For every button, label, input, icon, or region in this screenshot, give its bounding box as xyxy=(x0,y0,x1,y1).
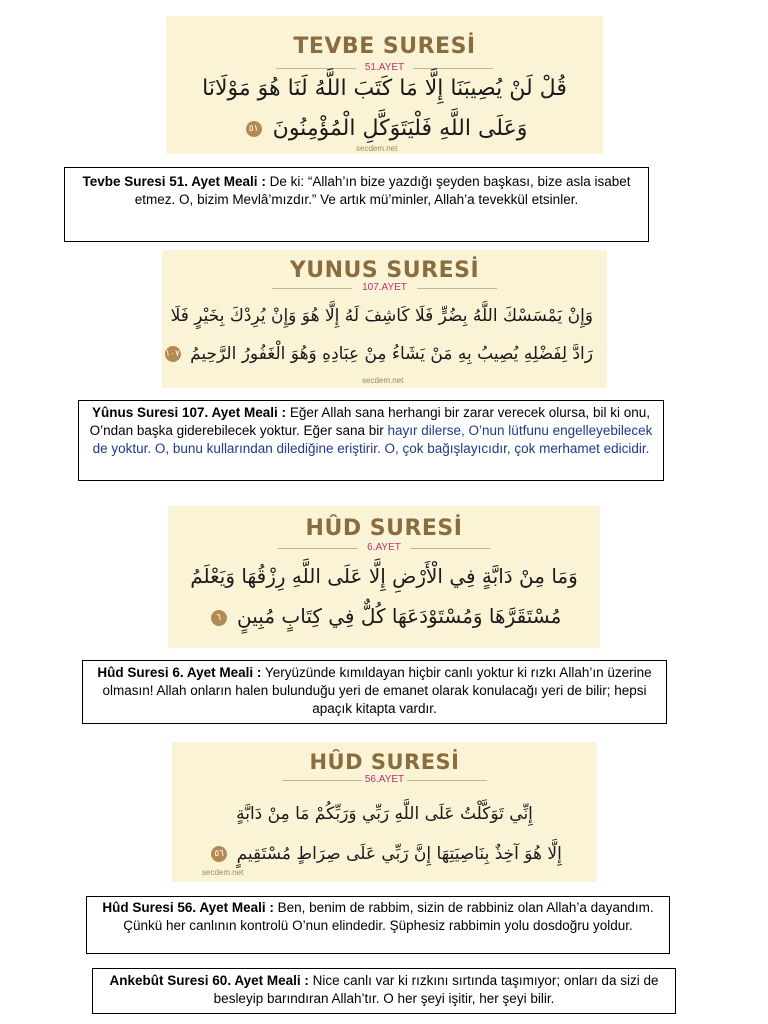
meal-text: Eğer Allah sana herhangi bir zarar verecek olursa, bil ki onu, O’ndan başka giderebilecek yoktur. Eğer sana bir xyxy=(89,405,651,438)
card-subtitle: 56.AYET xyxy=(364,774,405,785)
meal-text: De ki: “Allah’ın bize yazdığı şeyden başkası, bize asla isabet etmez. O, bizim Mevlâ’mızdır.” Ve artık mü’minler, Allah’a tevekkül etsinler. xyxy=(134,174,631,207)
meal-text: Yeryüzünde kımıldayan hiçbir canlı yoktur ki rızkı Allah’ın üzerine olmasın! Allah onların halen bulunduğu yeri de emanet olarak konulacağı yeri de bilir; hepsi apaçık kitapta vardır. xyxy=(102,665,652,716)
meal-box-hud-6 xyxy=(82,660,667,724)
meal-label: Yûnus Suresi 107. Ayet Meali : xyxy=(91,405,287,420)
verse-number-icon: ٦ xyxy=(211,610,227,626)
card-subtitle: 51.AYET xyxy=(364,62,405,73)
verse-number-icon: ٥٦ xyxy=(211,846,227,862)
meal-label: Hûd Suresi 56. Ayet Meali : xyxy=(102,900,274,915)
card-title: TEVBE SURESİ xyxy=(293,34,476,59)
meal-text: Ben, benim de rabbim, sizin de rabbiniz olan Allah’a dayandım. Çünkü her canlının kontrolü O’nun elindedir. Şüphesiz rabbimin yolu dosdoğru yoldur. xyxy=(123,900,654,933)
meal-box-tevbe-51 xyxy=(64,167,649,242)
card-subtitle: 107.AYET xyxy=(362,282,407,293)
arabic-line-2 xyxy=(186,844,583,864)
meal-box-hud-56 xyxy=(86,896,670,954)
verse-card-tevbe-51 xyxy=(166,16,603,154)
arabic-line: وَإِنْ يَمْسَسْكَ اللَّهُ بِضُرٍّ فَلَا كَاشِفَ لَهُ إِلَّا هُوَ وَإِنْ يُرِدْكَ بِخَيْرٍ فَلَا xyxy=(170,306,593,326)
verse-card-hud-56 xyxy=(172,742,597,882)
arabic-line-2 xyxy=(165,344,593,364)
card-subtitle: 6.AYET xyxy=(367,542,401,553)
arabic-line: إِنِّي تَوَكَّلْتُ عَلَى اللَّهِ رَبِّي وَرَبِّكُمْ مَا مِنْ دَابَّةٍ xyxy=(236,804,533,824)
meal-label: Tevbe Suresi 51. Ayet Meali : xyxy=(82,174,266,189)
meal-label: Ankebût Suresi 60. Ayet Meali : xyxy=(109,973,309,988)
arabic-text: مُسْتَقَرَّهَا وَمُسْتَوْدَعَهَا كُلٌّ فِي كِتَابٍ مُبِينٍ xyxy=(237,604,562,628)
arabic-text: وَعَلَى اللَّهِ فَلْيَتَوَكَّلِ الْمُؤْمِنُونَ xyxy=(272,116,528,141)
meal-label: Hûd Suresi 6. Ayet Meali : xyxy=(97,665,262,680)
card-title: HÛD SURESİ xyxy=(305,516,463,541)
verse-card-hud-6 xyxy=(168,506,600,648)
arabic-text: إِلَّا هُوَ آخِذٌ بِنَاصِيَتِهَا إِنَّ رَبِّي عَلَى صِرَاطٍ مُسْتَقِيمٍ xyxy=(236,844,562,864)
meal-text: Nice canlı var ki rızkını sırtında taşımıyor; onları da sizi de besleyip barındıran Allah’tır. O her şeyi işitir, her şeyi bilir. xyxy=(213,973,659,1006)
meal-text-highlight: hayır dilerse, O’nun lütfunu engelleyebilecek de yoktur. O, bunu kullarından dilediğine eriştirir. O, çok bağışlayıcıdır, çok merhamet edicidir. xyxy=(92,423,653,456)
arabic-line-2 xyxy=(180,116,589,141)
arabic-line: وَمَا مِنْ دَابَّةٍ فِي الْأَرْضِ إِلَّا عَلَى اللَّهِ رِزْقُهَا وَيَعْلَمُ xyxy=(190,564,578,588)
arabic-line-2 xyxy=(182,604,586,628)
verse-number-icon: ١٠٧ xyxy=(165,346,181,362)
card-title: HÛD SURESİ xyxy=(309,750,460,774)
card-title: YUNUS SURESİ xyxy=(289,258,480,283)
meal-box-ankebut-60 xyxy=(92,968,676,1014)
verse-number-icon: ٥١ xyxy=(246,121,262,137)
watermark: secdem.net xyxy=(362,376,404,385)
meal-box-yunus-107 xyxy=(78,400,664,481)
watermark: secdem.net xyxy=(202,868,244,877)
verse-card-yunus-107 xyxy=(162,250,607,388)
arabic-line: قُلْ لَنْ يُصِيبَنَا إِلَّا مَا كَتَبَ اللَّهُ لَنَا هُوَ مَوْلَانَا xyxy=(202,76,567,101)
arabic-text: رَادَّ لِفَضْلِهِ يُصِيبُ بِهِ مَنْ يَشَاءُ مِنْ عِبَادِهِ وَهُوَ الْغَفُورُ الرَّحِيمُ xyxy=(190,344,593,364)
watermark: secdem.net xyxy=(356,144,398,153)
